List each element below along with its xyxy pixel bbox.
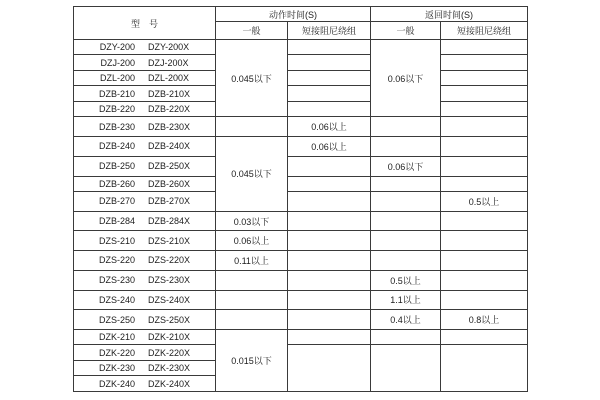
model-cell bbox=[74, 376, 216, 392]
spec-table-header bbox=[74, 7, 528, 40]
model-cell bbox=[74, 290, 216, 310]
model-pair bbox=[99, 348, 190, 358]
table-row bbox=[74, 310, 528, 330]
model-code: DZB-220X bbox=[147, 104, 191, 115]
return-damping-cell bbox=[441, 329, 528, 344]
table-row bbox=[74, 86, 528, 101]
return-general-cell bbox=[371, 192, 441, 212]
table-row bbox=[74, 70, 528, 85]
model-cell bbox=[74, 101, 216, 116]
model-code: DZB-270X bbox=[147, 196, 191, 207]
model-cell bbox=[74, 310, 216, 330]
action-damping-cell bbox=[288, 70, 371, 85]
model-pair bbox=[99, 363, 190, 373]
model-pair bbox=[99, 236, 190, 246]
return-damping-cell bbox=[441, 290, 528, 310]
action-general-cell: 0.06以上 bbox=[216, 231, 288, 251]
model-code: DZS-220X bbox=[147, 255, 191, 266]
action-damping-cell bbox=[288, 270, 371, 290]
model-pair bbox=[99, 179, 190, 189]
model-cell bbox=[74, 176, 216, 191]
column-group-action-time: 动作时间(S) bbox=[216, 7, 371, 22]
model-cell bbox=[74, 137, 216, 157]
column-header-model: 型 号 bbox=[74, 7, 216, 40]
model-pair bbox=[100, 73, 189, 83]
return-damping-cell bbox=[441, 101, 528, 116]
model-code: DZB-240 bbox=[98, 141, 135, 152]
model-cell bbox=[74, 270, 216, 290]
return-general-cell bbox=[371, 231, 441, 251]
model-cell bbox=[74, 55, 216, 70]
table-row bbox=[74, 101, 528, 116]
action-general-cell: 0.045以下 bbox=[216, 40, 288, 117]
return-damping-cell bbox=[441, 231, 528, 251]
action-damping-cell bbox=[288, 310, 371, 330]
model-cell bbox=[74, 211, 216, 231]
action-general-cell: 0.045以下 bbox=[216, 137, 288, 212]
action-damping-cell bbox=[288, 290, 371, 310]
table-row bbox=[74, 156, 528, 176]
model-code: DZB-284 bbox=[98, 216, 135, 227]
action-damping-cell bbox=[288, 40, 371, 55]
table-row bbox=[74, 231, 528, 251]
model-code: DZK-210 bbox=[98, 332, 135, 343]
model-pair bbox=[99, 379, 190, 389]
table-row bbox=[74, 117, 528, 137]
model-cell bbox=[74, 360, 216, 375]
model-code: DZS-250X bbox=[147, 314, 191, 325]
spec-table-body bbox=[74, 40, 528, 392]
table-row bbox=[74, 55, 528, 70]
action-damping-cell bbox=[288, 176, 371, 191]
model-pair bbox=[99, 141, 190, 151]
return-general-cell bbox=[371, 329, 441, 344]
model-code: DZK-230 bbox=[98, 363, 135, 374]
action-general-cell bbox=[216, 117, 288, 137]
model-cell bbox=[74, 70, 216, 85]
table-row bbox=[74, 345, 528, 360]
return-damping-cell bbox=[441, 86, 528, 101]
action-general-cell bbox=[216, 310, 288, 330]
model-cell bbox=[74, 117, 216, 137]
action-damping-cell bbox=[288, 211, 371, 231]
action-damping-cell bbox=[288, 345, 371, 392]
model-code: DZK-240X bbox=[147, 378, 191, 389]
model-code: DZB-260 bbox=[98, 178, 135, 189]
model-pair bbox=[99, 196, 190, 206]
model-code: DZS-240X bbox=[147, 294, 191, 305]
action-general-cell bbox=[216, 290, 288, 310]
model-code: DZB-284X bbox=[147, 216, 191, 227]
model-code: DZS-230X bbox=[147, 275, 191, 286]
return-general-cell bbox=[371, 176, 441, 191]
model-code: DZB-230X bbox=[147, 121, 191, 132]
model-code: DZJ-200X bbox=[148, 57, 189, 68]
action-damping-cell bbox=[288, 192, 371, 212]
table-row bbox=[74, 290, 528, 310]
model-pair bbox=[99, 295, 190, 305]
model-code: DZB-230 bbox=[98, 121, 135, 132]
column-header-return-general: 一般 bbox=[371, 22, 441, 40]
return-general-cell: 0.4以上 bbox=[371, 310, 441, 330]
model-pair bbox=[99, 122, 190, 132]
model-pair bbox=[100, 42, 189, 52]
model-cell bbox=[74, 192, 216, 212]
model-code: DZK-220X bbox=[147, 347, 191, 358]
return-damping-cell bbox=[441, 345, 528, 392]
model-code: DZK-210X bbox=[147, 332, 191, 343]
return-general-cell: 0.5以上 bbox=[371, 270, 441, 290]
table-row bbox=[74, 270, 528, 290]
model-code: DZB-210 bbox=[98, 88, 135, 99]
model-code: DZK-220 bbox=[98, 347, 135, 358]
return-damping-cell: 0.8以上 bbox=[441, 310, 528, 330]
model-code: DZS-240 bbox=[98, 294, 135, 305]
model-cell bbox=[74, 251, 216, 271]
model-pair bbox=[99, 315, 190, 325]
model-code: DZY-200 bbox=[99, 42, 135, 53]
action-damping-cell bbox=[288, 101, 371, 116]
return-damping-cell bbox=[441, 156, 528, 176]
action-damping-cell bbox=[288, 251, 371, 271]
return-general-cell bbox=[371, 117, 441, 137]
model-code: DZB-270 bbox=[98, 196, 135, 207]
model-cell bbox=[74, 345, 216, 360]
return-general-cell bbox=[371, 211, 441, 231]
model-code: DZK-230X bbox=[147, 363, 191, 374]
model-pair bbox=[99, 255, 190, 265]
table-row bbox=[74, 192, 528, 212]
return-general-cell bbox=[371, 345, 441, 392]
model-pair bbox=[100, 58, 188, 68]
return-damping-cell bbox=[441, 176, 528, 191]
return-general-cell: 0.06以下 bbox=[371, 156, 441, 176]
table-row bbox=[74, 329, 528, 344]
model-code: DZB-210X bbox=[147, 88, 191, 99]
column-header-action-damping: 短接阻尼绕组 bbox=[288, 22, 371, 40]
model-cell bbox=[74, 231, 216, 251]
column-group-return-time: 返回时间(S) bbox=[371, 7, 528, 22]
action-general-cell: 0.015以下 bbox=[216, 329, 288, 391]
model-code: DZB-250 bbox=[98, 161, 135, 172]
spec-table bbox=[73, 6, 528, 392]
action-damping-cell bbox=[288, 156, 371, 176]
model-code: DZB-260X bbox=[147, 178, 191, 189]
model-cell bbox=[74, 156, 216, 176]
return-damping-cell bbox=[441, 211, 528, 231]
return-general-cell: 1.1以上 bbox=[371, 290, 441, 310]
return-damping-cell bbox=[441, 117, 528, 137]
model-code: DZS-210X bbox=[147, 235, 191, 246]
return-damping-cell bbox=[441, 251, 528, 271]
action-general-cell bbox=[216, 270, 288, 290]
model-pair bbox=[99, 216, 190, 226]
action-damping-cell bbox=[288, 86, 371, 101]
return-damping-cell bbox=[441, 70, 528, 85]
action-general-cell: 0.11以上 bbox=[216, 251, 288, 271]
model-cell bbox=[74, 40, 216, 55]
model-code: DZJ-200 bbox=[100, 57, 135, 68]
model-pair bbox=[99, 89, 190, 99]
model-pair bbox=[99, 104, 190, 114]
model-code: DZB-250X bbox=[147, 161, 191, 172]
table-row bbox=[74, 137, 528, 157]
model-code: DZL-200 bbox=[99, 73, 135, 84]
return-damping-cell bbox=[441, 270, 528, 290]
model-code: DZB-220 bbox=[98, 104, 135, 115]
model-code: DZL-200X bbox=[147, 73, 190, 84]
return-damping-cell bbox=[441, 40, 528, 55]
return-general-cell bbox=[371, 251, 441, 271]
model-code: DZS-250 bbox=[98, 314, 135, 325]
model-cell bbox=[74, 329, 216, 344]
return-damping-cell: 0.5以上 bbox=[441, 192, 528, 212]
model-pair bbox=[99, 332, 190, 342]
return-general-cell: 0.06以下 bbox=[371, 40, 441, 117]
model-code: DZS-210 bbox=[98, 235, 135, 246]
action-damping-cell: 0.06以上 bbox=[288, 137, 371, 157]
model-code: DZY-200X bbox=[147, 42, 190, 53]
table-row bbox=[74, 176, 528, 191]
action-damping-cell bbox=[288, 55, 371, 70]
model-cell bbox=[74, 86, 216, 101]
model-pair bbox=[99, 161, 190, 171]
model-code: DZK-240 bbox=[98, 378, 135, 389]
model-code: DZB-240X bbox=[147, 141, 191, 152]
table-row bbox=[74, 251, 528, 271]
action-damping-cell: 0.06以上 bbox=[288, 117, 371, 137]
action-general-cell: 0.03以下 bbox=[216, 211, 288, 231]
model-pair bbox=[99, 275, 190, 285]
table-row bbox=[74, 211, 528, 231]
action-damping-cell bbox=[288, 231, 371, 251]
column-header-return-damping: 短接阻尼绕组 bbox=[441, 22, 528, 40]
table-row bbox=[74, 40, 528, 55]
return-damping-cell bbox=[441, 55, 528, 70]
return-damping-cell bbox=[441, 137, 528, 157]
model-code: DZS-220 bbox=[98, 255, 135, 266]
action-damping-cell bbox=[288, 329, 371, 344]
model-code: DZS-230 bbox=[98, 275, 135, 286]
column-header-action-general: 一般 bbox=[216, 22, 288, 40]
return-general-cell bbox=[371, 137, 441, 157]
